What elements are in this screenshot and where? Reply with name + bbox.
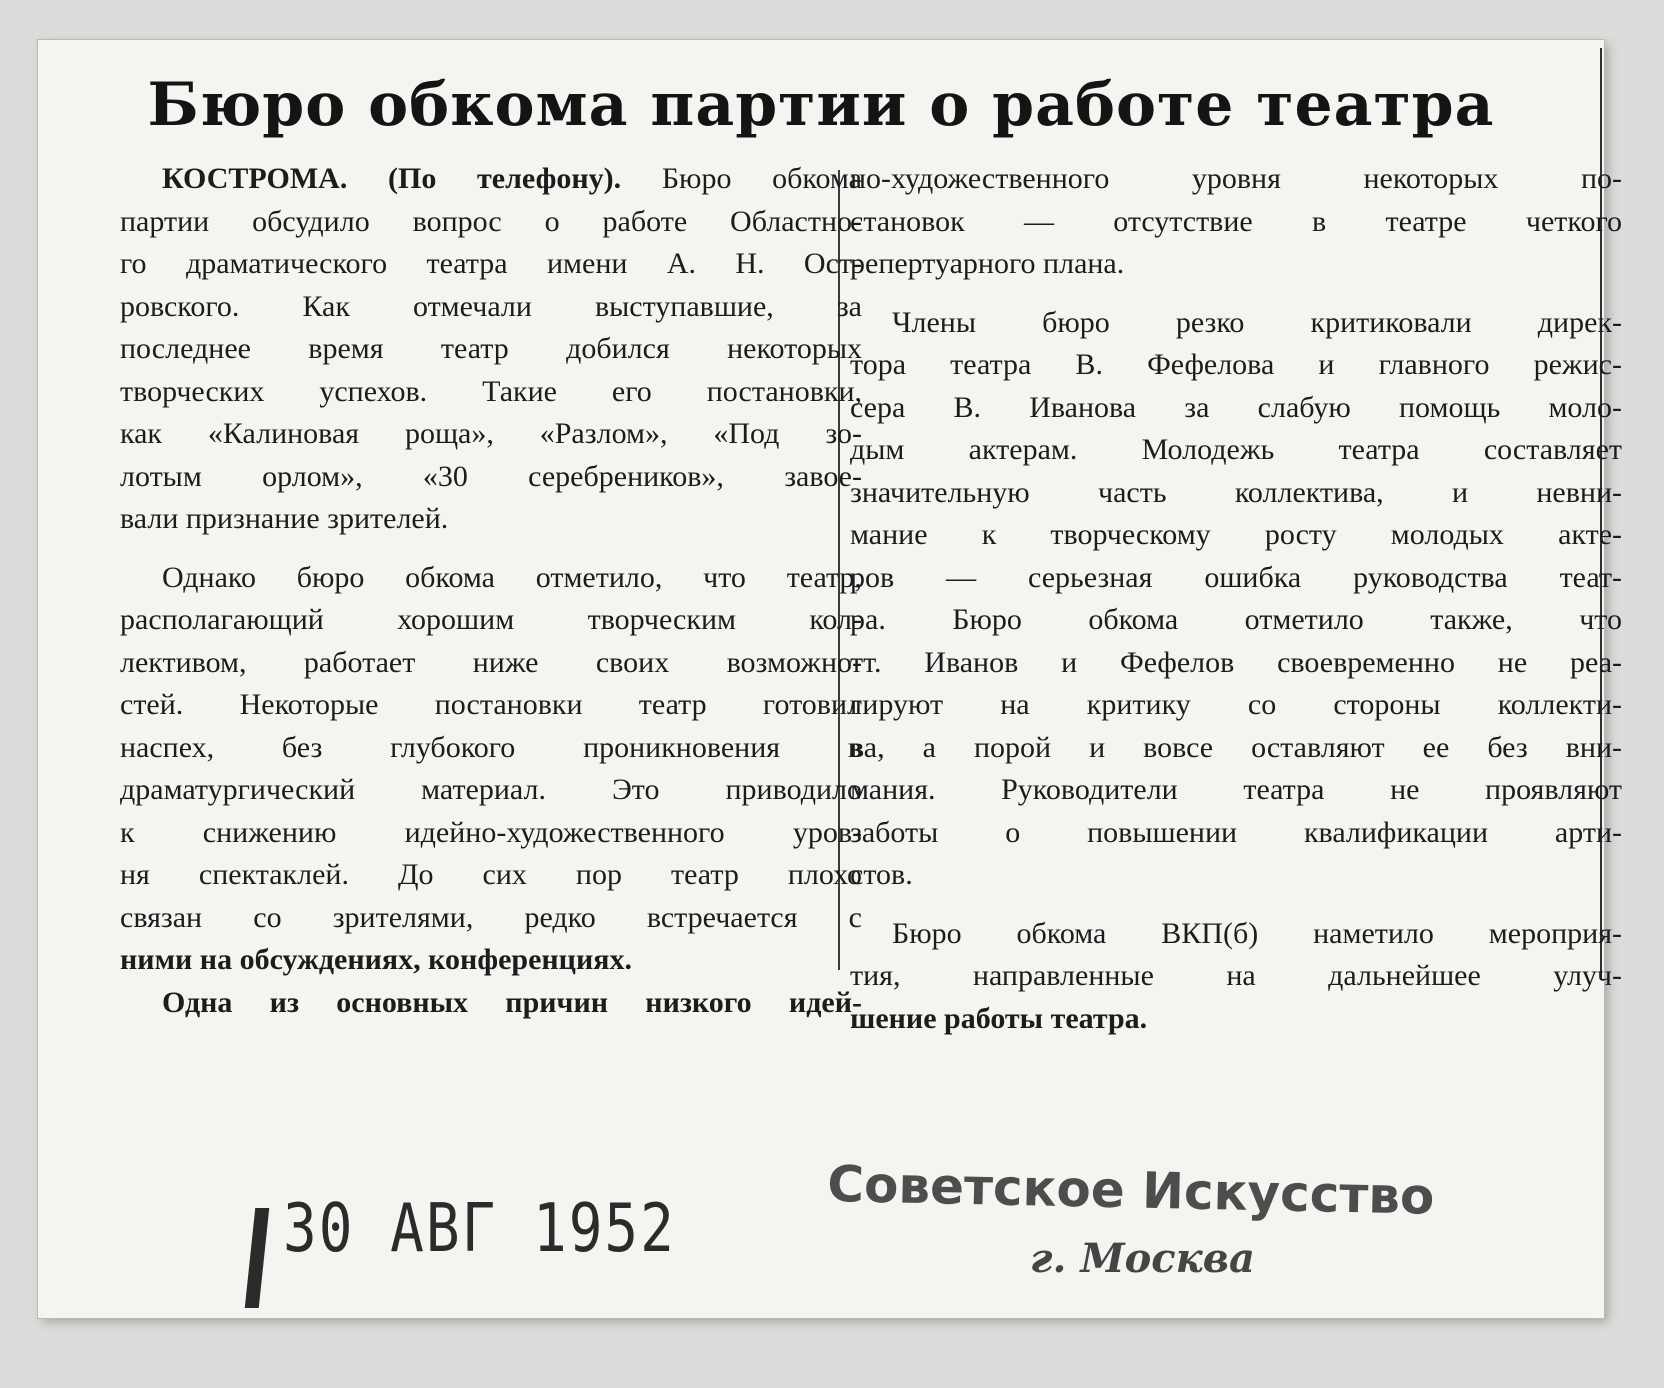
article-line: Члены бюро резко критиковали дирек- <box>892 305 1622 339</box>
article-line: но-художественного уровня некоторых по- <box>850 162 1622 195</box>
article-line: значительную часть коллектива, и невни- <box>850 475 1622 509</box>
article-line: КОСТРОМА. (По телефону). Бюро обкома <box>162 162 862 195</box>
article-line: располагающий хорошим творческим кол- <box>120 603 862 636</box>
left-column <box>120 158 862 1024</box>
article-headline: Бюро обкома партии о работе театра <box>147 70 1495 140</box>
article-line: сера В. Иванова за слабую помощь моло- <box>850 390 1622 424</box>
newspaper-clipping <box>38 40 1622 1318</box>
article-line: к снижению идейно-художественного уров- <box>120 815 862 849</box>
article-line: наспех, без глубокого проникновения в <box>120 730 862 764</box>
article-line: как «Калиновая роща», «Разлом», «Под зо- <box>120 417 862 450</box>
dateline: КОСТРОМА. (По телефону). <box>162 162 622 195</box>
article-line: творческих успехов. Такие его постановки, <box>120 374 862 408</box>
article-line: Бюро обкома ВКП(б) наметило мероприя- <box>892 916 1622 950</box>
article-line: мание к творческому росту молодых акте- <box>850 518 1622 551</box>
article-line: Однако бюро обкома отметило, что театр, <box>162 560 862 594</box>
article-line: становок — отсутствие в театре четкого <box>850 204 1622 238</box>
article-line: ров — серьезная ошибка руководства теат- <box>850 560 1622 594</box>
article-line: ними на обсуждениях, конференциях. <box>120 943 632 976</box>
article-line: ва, а порой и вовсе оставляют ее без вни- <box>850 730 1622 764</box>
article-line: лективом, работает ниже своих возможно- <box>120 645 862 679</box>
right-column <box>850 158 1622 1040</box>
article-line: тора театра В. Фефелова и главного режис- <box>850 348 1622 381</box>
article-line: тт. Иванов и Фефелов своевременно не реа- <box>850 645 1622 679</box>
article-line: репертуарного плана. <box>850 247 1125 280</box>
article-line: заботы о повышении квалификации арти- <box>850 815 1622 849</box>
article-line: драматургический материал. Это приводило <box>120 773 862 806</box>
article-line: стов. <box>850 858 913 891</box>
article-line: ровского. Как отмечали выступавшие, за <box>120 289 862 323</box>
article-line: ра. Бюро обкома отметило также, что <box>850 603 1622 636</box>
article-line: дым актерам. Молодежь театра составляет <box>850 433 1622 466</box>
article-line: тия, направленные на дальнейшее улуч- <box>850 959 1622 992</box>
article-line: шение работы театра. <box>850 1001 1148 1035</box>
city-stamp: г. Москва <box>1030 1235 1255 1282</box>
article-line: вали признание зрителей. <box>120 502 449 535</box>
article-line: партии обсудило вопрос о работе Областно- <box>120 204 862 238</box>
article-line: связан со зрителями, редко встречается с <box>120 900 862 934</box>
article-line: Одна из основных причин низкого идей- <box>162 985 862 1019</box>
article-line: ня спектаклей. До сих пор театр плохо <box>120 858 862 891</box>
stamp-mark <box>245 1208 270 1308</box>
article-line: мания. Руководители театра не проявляют <box>850 773 1622 806</box>
article-line: го драматического театра имени А. Н. Ост- <box>120 247 862 280</box>
article-line: лотым орлом», «30 серебреников», завое- <box>120 459 862 493</box>
date-stamp: 30 АВГ 1952 <box>283 1190 676 1268</box>
article-line: стей. Некоторые постановки театр готовил <box>120 688 862 721</box>
newspaper-stamp: Советское Искусство <box>826 1155 1435 1226</box>
article-line: последнее время театр добился некоторых <box>120 332 862 365</box>
article-line: гируют на критику со стороны коллекти- <box>850 688 1622 721</box>
